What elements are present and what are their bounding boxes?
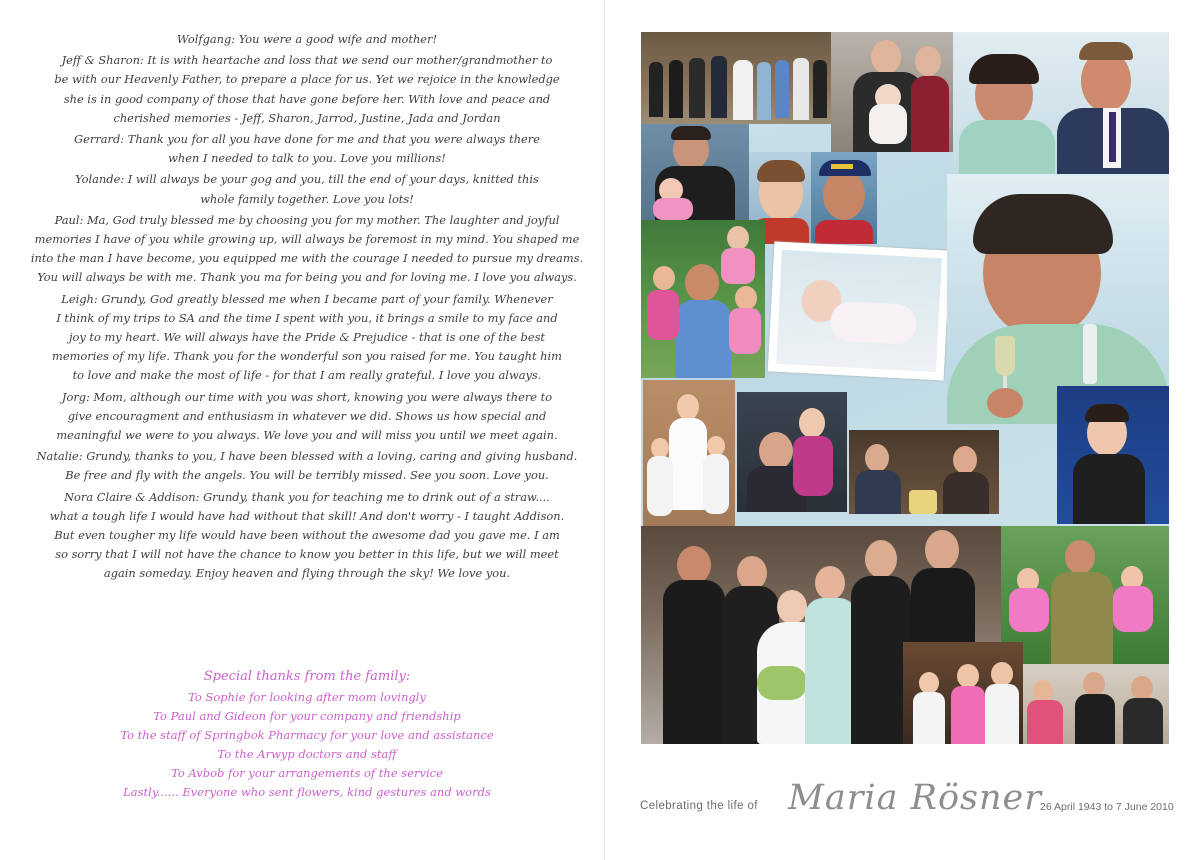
tribute-line <box>22 70 592 89</box>
tribute-line <box>22 51 592 70</box>
tribute-text: Thank you for all you have done for me and that you were always there <box>127 132 540 147</box>
tribute-line <box>22 130 592 149</box>
tribute-text: into the man I have become, you equipped me with the courage I needed to pursue my dreams. <box>30 251 584 266</box>
tribute-text: I will always be your gog and you, till the end of your days, knitted this <box>127 172 539 187</box>
tribute-line <box>22 268 592 287</box>
tribute-author: Yolande: <box>75 172 125 187</box>
photo-father-with-baby <box>641 124 749 220</box>
tribute-text: You will always be with me. Thank you ma for being you and for loving me. I love you always. <box>37 270 577 285</box>
thanks-line: To Paul and Gideon for your company and friendship <box>153 709 461 723</box>
tribute-paragraph <box>22 447 592 485</box>
tribute-paragraph <box>22 290 592 386</box>
tribute-text: meaningful we were to you always. We love you and will miss you until we meet again. <box>56 428 558 443</box>
tribute-text: Ma, God truly blessed me by choosing you for my mother. The laughter and joyful <box>86 212 560 227</box>
tribute-text: Be free and fly with the angels. You will be terribly missed. See you soon. Love you. <box>65 468 549 483</box>
photo-collage <box>641 32 1169 744</box>
tribute-paragraph <box>22 30 592 49</box>
deceased-name: Maria Rösner <box>788 778 1042 818</box>
tribute-author: Wolfgang: <box>176 32 236 46</box>
tribute-text: It is with heartache and loss that we send our mother/grandmother to <box>147 53 553 68</box>
life-dates: 26 April 1943 to 7 June 2010 <box>1040 801 1174 813</box>
tribute-author: Gerrard: <box>74 132 125 147</box>
photo-champagne-glass <box>971 332 1061 424</box>
tribute-line <box>22 447 592 466</box>
tribute-author: Natalie: <box>36 449 83 464</box>
tribute-line <box>22 328 592 347</box>
tribute-line <box>22 564 592 583</box>
tribute-text: to love and make the most of life - for that I am really grateful. I love you always. <box>72 368 542 383</box>
photo-kids-group <box>903 642 1023 744</box>
tribute-paragraph <box>22 488 592 584</box>
tribute-text: joy to my heart. We will always have the Pride & Prejudice - that is one of the best <box>68 330 546 345</box>
tribute-line <box>22 466 592 485</box>
tribute-text: memories of my life. Thank you for the wonderful son you raised for me. You taught him <box>52 349 562 364</box>
page-fold <box>604 0 605 860</box>
thanks-line: To Sophie for looking after mom lovingly <box>188 690 426 704</box>
photo-couple-portrait <box>953 32 1169 174</box>
tribute-paragraph <box>22 388 592 446</box>
thanks-line: Lastly...... Everyone who sent flowers, kind gestures and words <box>123 785 491 799</box>
tribute-line <box>22 249 592 268</box>
tribute-line <box>22 526 592 545</box>
thanks-line: To Avbob for your arrangements of the service <box>171 766 443 780</box>
tribute-line <box>22 488 592 507</box>
tribute-paragraph <box>22 51 592 128</box>
tribute-line <box>22 407 592 426</box>
tribute-text: cherished memories - Jeff, Sharon, Jarrod, Justine, Jada and Jordan <box>113 110 501 125</box>
tribute-text: she is in good company of those that have gone before her. With love and peace and <box>63 91 551 106</box>
tribute-paragraph <box>22 170 592 208</box>
tribute-line <box>22 149 592 168</box>
tribute-text: again someday. Enjoy heaven and flying through the sky! We love you. <box>103 566 511 581</box>
tribute-text: Mom, although our time with you was short, knowing you were always there to <box>93 389 553 404</box>
tribute-text: Grundy, thank you for teaching me to drink out of a straw.... <box>203 489 550 504</box>
special-thanks-section <box>22 667 592 802</box>
tribute-text: so sorry that I will not have the chance to know you better in this life, but we will meet <box>55 547 559 562</box>
tribute-text: I think of my trips to SA and the time I spent with you, it brings a smile to my face and <box>56 310 558 325</box>
tribute-line <box>22 170 592 189</box>
tribute-line <box>22 388 592 407</box>
tribute-text: Grundy, thanks to you, I have been blessed with a loving, caring and giving husband. <box>86 449 578 464</box>
tribute-author: Leigh: <box>61 291 98 306</box>
tribute-line <box>22 366 592 385</box>
photo-couple-dinner <box>849 430 999 514</box>
tribute-paragraph <box>22 130 592 168</box>
tribute-line <box>22 190 592 209</box>
cover-footer <box>640 778 1180 818</box>
tribute-line <box>22 347 592 366</box>
tribute-text: give encouragment and enthusiasm in whatever we did. Shows us how special and <box>67 408 547 423</box>
tribute-line <box>22 230 592 249</box>
photo-wedding-group <box>641 32 831 124</box>
tribute-author: Jeff & Sharon: <box>61 53 144 68</box>
photo-group-at-table <box>1023 664 1169 744</box>
photo-man-in-cap <box>811 152 877 244</box>
tributes-section <box>22 30 592 586</box>
tribute-author: Nora Claire & Addison: <box>64 489 200 504</box>
tribute-line <box>22 545 592 564</box>
tribute-text: Grundy, God greatly blessed me when I became part of your family. Whenever <box>101 291 553 306</box>
special-thanks-title: Special thanks from the family: <box>203 669 411 684</box>
celebrating-caption: Celebrating the life of <box>640 800 758 812</box>
tribute-line <box>22 211 592 230</box>
photo-baby-framed <box>768 241 951 380</box>
tribute-author: Jorg: <box>61 389 90 404</box>
tribute-line <box>22 290 592 309</box>
photo-man-with-baby <box>831 32 953 152</box>
tribute-paragraph <box>22 211 592 288</box>
tribute-line <box>22 109 592 128</box>
tribute-text: when I needed to talk to you. Love you millions! <box>168 151 446 166</box>
tribute-author: Paul: <box>54 212 84 227</box>
tribute-text: You were a good wife and mother! <box>238 32 438 46</box>
photo-family-on-lawn <box>1001 526 1169 664</box>
photo-family-outdoors <box>641 220 765 378</box>
photo-flower-girls <box>643 380 735 526</box>
tribute-text: whole family together. Love you lots! <box>200 191 414 206</box>
tribute-line <box>22 90 592 109</box>
tribute-text: what a tough life I would have had without that skill! And don't worry - I taught Addison. <box>49 508 565 523</box>
tribute-text: be with our Heavenly Father, to prepare a place for us. Yet we rejoice in the knowledge <box>54 72 560 87</box>
tribute-line <box>22 426 592 445</box>
tribute-text: But even tougher my life would have been without the awesome dad you gave me. I am <box>54 528 560 543</box>
tribute-line <box>22 507 592 526</box>
tribute-line <box>22 309 592 328</box>
photo-man-with-toddler <box>737 392 847 512</box>
thanks-line: To the staff of Springbok Pharmacy for your love and assistance <box>120 728 494 742</box>
tribute-line <box>22 30 592 49</box>
tribute-text: memories I have of you while growing up, will always be foremost in my mind. You shaped me <box>34 232 580 247</box>
photo-boy-on-couch <box>1057 386 1169 524</box>
thanks-line: To the Arwyp doctors and staff <box>217 747 397 761</box>
